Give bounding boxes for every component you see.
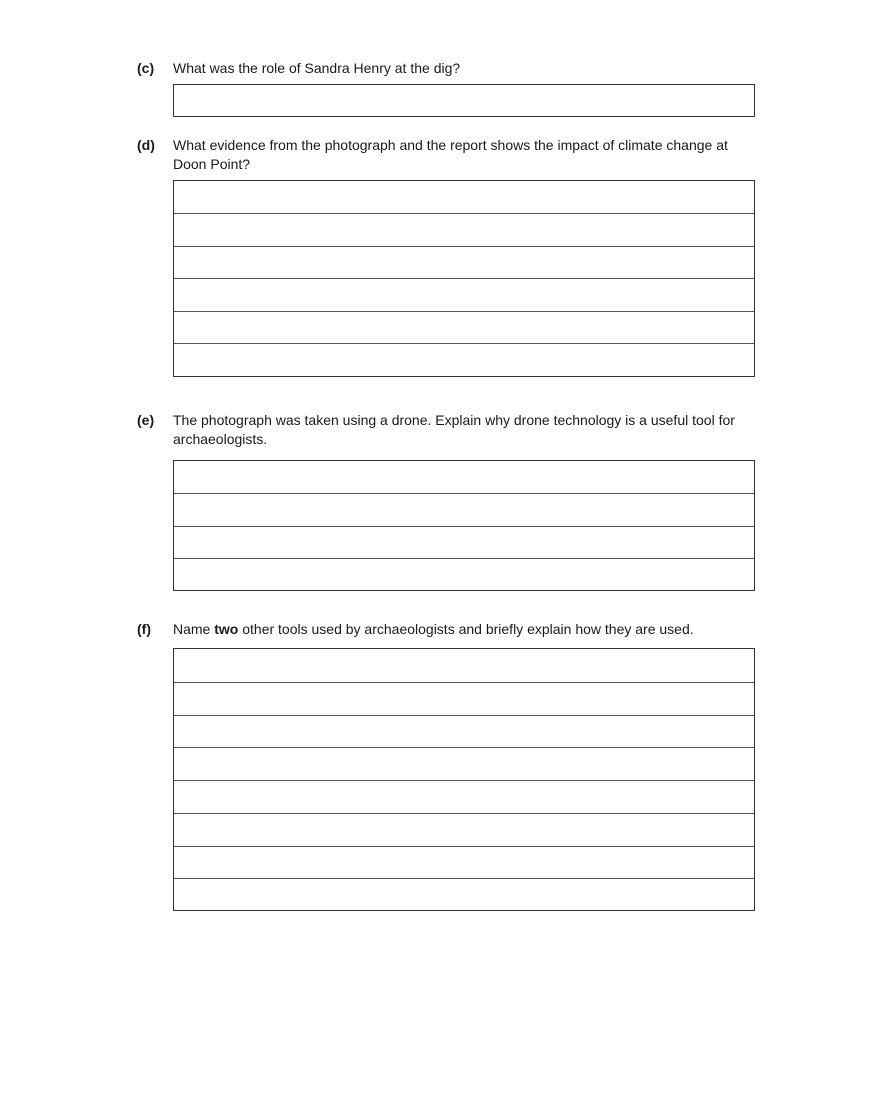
answer-line[interactable]	[174, 344, 754, 376]
answer-line[interactable]	[174, 649, 754, 682]
answer-box-c[interactable]	[173, 84, 755, 117]
question-text: What evidence from the photograph and the report shows the impact of climate change at Doon Point?	[173, 137, 728, 172]
answer-line[interactable]	[174, 748, 754, 780]
answer-line[interactable]	[174, 716, 754, 748]
question-text: The photograph was taken using a drone. Explain why drone technology is a useful tool for archaeologists.	[173, 412, 735, 447]
answer-line[interactable]	[174, 814, 754, 846]
answer-line[interactable]	[174, 279, 754, 311]
question-label: (f)	[137, 621, 151, 637]
answer-line[interactable]	[174, 781, 754, 813]
answer-box-f[interactable]	[173, 648, 755, 911]
answer-line[interactable]	[174, 559, 754, 590]
answer-line[interactable]	[174, 247, 754, 279]
answer-line[interactable]	[174, 847, 754, 879]
answer-line[interactable]	[174, 527, 754, 559]
answer-line[interactable]	[174, 879, 754, 910]
answer-line[interactable]	[174, 461, 754, 493]
question-label: (e)	[137, 412, 155, 428]
question-text	[173, 620, 757, 639]
answer-box-e[interactable]	[173, 460, 755, 591]
question-text: What was the role of Sandra Henry at the dig?	[173, 60, 461, 76]
answer-box-d[interactable]	[173, 180, 755, 377]
answer-line[interactable]	[174, 85, 754, 116]
answer-line[interactable]	[174, 312, 754, 344]
question-label: (c)	[137, 60, 155, 76]
answer-line[interactable]	[174, 181, 754, 213]
answer-line[interactable]	[174, 683, 754, 715]
question-label: (d)	[137, 137, 155, 153]
question-text-part: Name	[173, 621, 215, 637]
answer-line[interactable]	[174, 494, 754, 526]
question-text-part: other tools used by archaeologists and briefly explain how they are used.	[238, 621, 694, 637]
emphasis-text: two	[214, 621, 239, 637]
answer-line[interactable]	[174, 214, 754, 246]
